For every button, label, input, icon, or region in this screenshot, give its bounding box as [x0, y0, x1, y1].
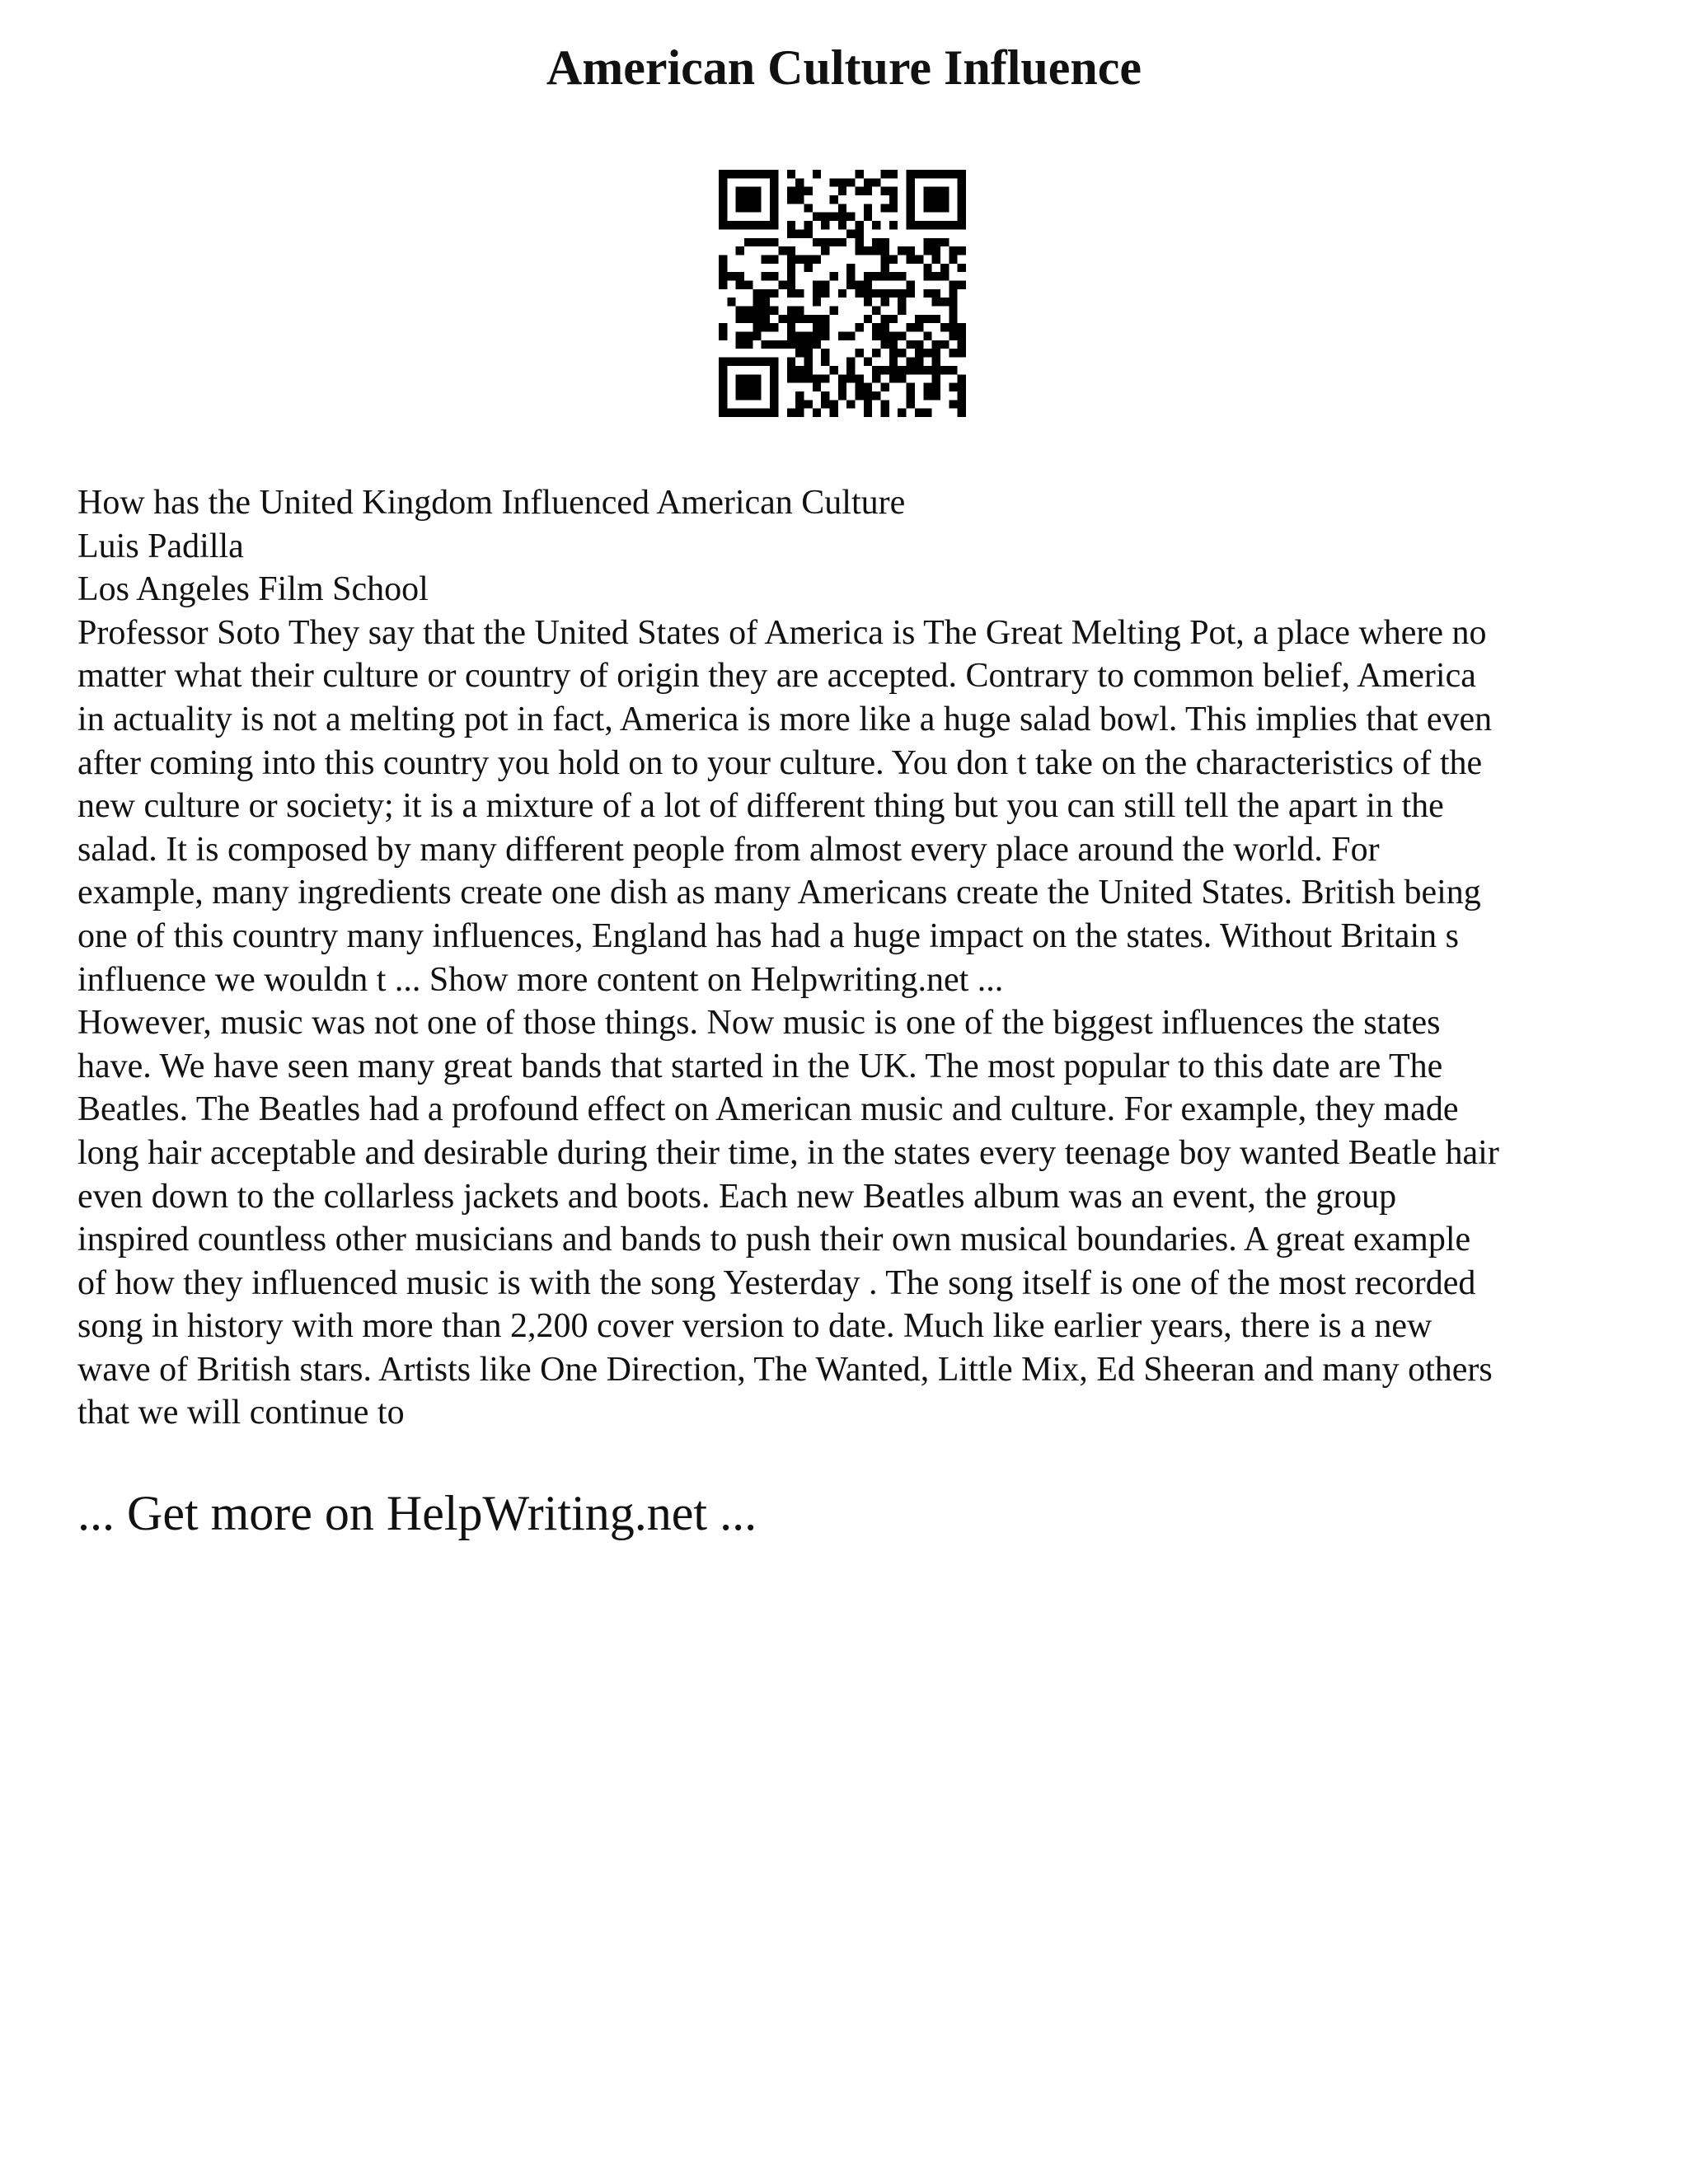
school-name: Los Angeles Film School: [77, 570, 429, 609]
paragraph-line: salad. It is composed by many different people from almost every place around the world. For: [77, 830, 1380, 869]
essay-question: How has the United Kingdom Influenced American Culture: [77, 484, 906, 522]
paragraph-line: influence we wouldn t ... Show more content on Helpwriting.net ...: [77, 960, 1004, 999]
paragraph-line: example, many ingredients create one dish as many Americans create the United States. British being: [77, 874, 1481, 912]
document-title: American Culture Influence: [546, 40, 1142, 95]
paragraph-line: after coming into this country you hold on to your culture. You don t take on the characteristics of the: [77, 743, 1483, 782]
author-name: Luis Padilla: [77, 527, 244, 565]
paragraph-line: in actuality is not a melting pot in fact, America is more like a huge salad bowl. This implies that even: [77, 700, 1493, 738]
paragraph-line: Professor Soto They say that the United States of America is The Great Melting Pot, a place where no: [77, 613, 1487, 652]
get-more-link[interactable]: ... Get more on HelpWriting.net ...: [77, 1486, 757, 1540]
paragraph-line: Beatles. The Beatles had a profound effect on American music and culture. For example, they made: [77, 1090, 1459, 1129]
paragraph-line: even down to the collarless jackets and boots. Each new Beatles album was an event, the group: [77, 1177, 1397, 1216]
paragraph-line: of how they influenced music is with the song Yesterday . The song itself is one of the most recorded: [77, 1263, 1476, 1302]
paragraph-line: new culture or society; it is a mixture of a lot of different thing but you can still tell the apart in the: [77, 787, 1444, 826]
header-block: [77, 481, 1627, 612]
paragraph-line: inspired countless other musicians and bands to push their own musical boundaries. A great example: [77, 1221, 1471, 1259]
paragraph-line: wave of British stars. Artists like One Direction, The Wanted, Little Mix, Ed Sheeran and many others: [77, 1350, 1493, 1389]
paragraph-line: song in history with more than 2,200 cover version to date. Much like earlier years, there is a new: [77, 1307, 1432, 1346]
qr-code: [719, 170, 966, 417]
paragraph-line: long hair acceptable and desirable during their time, in the states every teenage boy wanted Beatle hair: [77, 1133, 1499, 1172]
paragraph-1: [77, 612, 1627, 1001]
document-body: [77, 481, 1627, 1435]
paragraph-line: that we will continue to: [77, 1394, 405, 1432]
paragraph-line: matter what their culture or country of origin they are accepted. Contrary to common belief, America: [77, 657, 1476, 696]
qr-code-icon: [719, 170, 966, 417]
paragraph-line: have. We have seen many great bands that started in the UK. The most popular to this date are The: [77, 1047, 1443, 1085]
paragraph-line: one of this country many influences, England has had a huge impact on the states. Without Britain s: [77, 916, 1460, 955]
paragraph-line: However, music was not one of those things. Now music is one of the biggest influences the states: [77, 1004, 1441, 1043]
paragraph-2: [77, 1001, 1627, 1435]
